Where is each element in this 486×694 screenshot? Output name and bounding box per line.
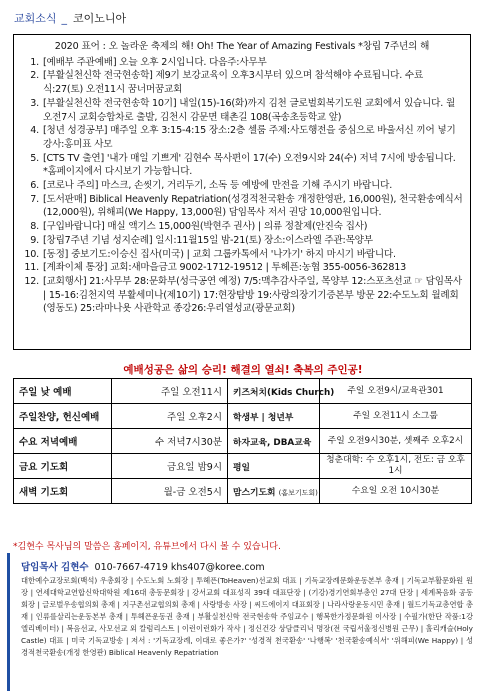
schedule-label: 주일 낮 예배 (14, 379, 112, 404)
item-text: [교회행사] 21:사무부 28:문화부(성극공연 예정) 7/5:맥추감사주일, 목양부 12:스포츠선교 ☞ 담임목사 | 15-16:김천지역 부활세미나(제10기) 17:현장탐방 19:사랑의장기기증본부 방문 22:수도노회 월례회(영동도) 25:라마나욧 사관학교 종강26:우리열성교(광문교회) (43, 275, 462, 315)
notice-item (21, 261, 463, 275)
item-number: 8. (30, 221, 39, 233)
header-separator: _ (61, 11, 68, 25)
item-text: [구입바랍니다] 매실 액기스 15,000원(박현주 권사) | 의류 정찰제(안진숙 집사) (43, 221, 368, 233)
schedule-time: 주일 오후2시 (112, 404, 228, 429)
schedule-time: 금요일 밤9시 (112, 454, 228, 479)
schedule-label: 키즈처치(Kids Church) (228, 379, 320, 404)
notice-item (21, 234, 463, 248)
schedule-time: 주일 오전11시 (112, 379, 228, 404)
item-number: 9. (30, 234, 39, 246)
item-number: 1. (30, 56, 39, 68)
schedule-label-main: 맘스기도회 (233, 487, 276, 498)
item-text: [예배부 주관예배] 오늘 오후 2시입니다. 다음주:사무부 (43, 56, 267, 68)
notice-item (21, 152, 463, 179)
pastor-phone-email: 010-7667-4719 khs407@koree.com (94, 562, 265, 573)
worship-slogan: 예배성공은 삶의 승리! 해결의 열쇠! 축복의 주인공! (123, 364, 363, 376)
item-number: 11. (24, 262, 39, 274)
schedule-label: 학생부 | 청년부 (228, 404, 320, 429)
item-number: 10. (24, 248, 39, 260)
table-row (14, 454, 472, 479)
section-header (14, 10, 126, 26)
schedule-label (228, 479, 320, 504)
pastor-biography: 대한예수교장로회(백석) 우총회장 | 수도노회 노회장 | 투헤픈(ToHeaven)선교회 대표 | 기독교장례문화운동본부 총재 | 기독교부활문화원 원장 | 연세대학교연합신학대학원 제16대 총동문회장 | 강서교회 대표성직 39대 대표단장 | (기강)경기연회부총인 27대 단장 | 세계복음화 공동회장 | 글로벌우송협의회 총재 | 지구촌선교협의회 총재 | 사랑방송 사장 | 씨드에이지 대표회장 | 나라사랑운동시민 총재 | 월드기독교총연합 총재 | 인류를살리는운동본부 총재 | 투헤픈운동권 총재 | 부활실천신학 전국현송학 주임교수 | 행복한가정문화원 이사장 | 수필가(한단 작품:1강 엘리베이터) | 복음선교, 사모선교 외 칼럼리스트 | 이런이런화가 작사 | 정신건강 상담클리닉 명장(전 국립서울정신병원 근무) | 홀리캐슬(Holy Castle) 대표 | 미국 기독교방송 | 저서 : '기독교장례, 이대로 좋은가?' '성경적 천국환송' '나행복' '천국환송예식서' '위해피(We Happy) | 성경적천국환송(개정 한영판) Biblical Heavenly Repatriation (21, 576, 473, 657)
schedule-time: 수 저녁7시30분 (112, 429, 228, 454)
table-row (14, 404, 472, 429)
item-text: [동정] 중보기도:이승신 집사(미국) | 교회 그룹카톡에서 '나가기' 하지 마시기 바랍니다. (43, 248, 396, 260)
schedule-time: 월-금 오전5시 (112, 479, 228, 504)
item-text: [청년 성경공부] 매주일 오후 3:15-4:15 장소:2층 셀룸 주제:사도행전을 중심으로 바울서신 끼어 넣기 강사:홍미표 사모 (43, 125, 456, 150)
table-row (14, 379, 472, 404)
schedule-time: 주일 오전9시30분, 셋째주 오후2시 (320, 429, 472, 454)
item-text: [부활실천신학 전국현송학] 제9기 보강교육이 오후3시부터 있으며 참석해야 수료됩니다. 수료식:27(토) 오전11시 꿈너머꿈교회 (43, 70, 424, 96)
schedule-label-sub: (홈보기도회) (278, 488, 318, 497)
notice-box (13, 34, 471, 350)
notice-item (21, 69, 463, 96)
sermon-replay-note: *김현수 목사님의 말씀은 홈페이지, 유튜브에서 다시 볼 수 있습니다. (13, 542, 281, 552)
schedule-label: 주일찬양, 헌신예배 (14, 404, 112, 429)
notice-item (21, 56, 463, 70)
service-schedule-table (13, 378, 472, 504)
schedule-label: 평일 (228, 454, 320, 479)
notice-item (21, 179, 463, 193)
schedule-label: 금요 기도회 (14, 454, 112, 479)
item-number: 3. (30, 97, 39, 109)
item-number: 2. (30, 70, 39, 82)
pastor-name: 담임목사 김현수 (21, 562, 89, 573)
notice-item (21, 97, 463, 124)
section-label: 교회소식 (14, 12, 57, 25)
notice-item (21, 193, 463, 220)
schedule-label: 새벽 기도회 (14, 479, 112, 504)
notice-item (21, 220, 463, 234)
item-text: [도서판매] Biblical Heavenly Repatriation(성경적천국환송 개정한영판, 16,000원), 천국환송예식서(12,000원), 위해피(We Happy, 13,000원) 담임목사 저서 권당 10,000원입니다. (43, 193, 463, 219)
accent-bar (7, 553, 10, 691)
schedule-label: 수요 저녁예배 (14, 429, 112, 454)
item-number: 7. (30, 193, 39, 205)
year-motto: 2020 표어 : 오 놀라운 축제의 해! Oh! The Year of Amazing Festivals *창립 7주년의 해 (54, 41, 430, 52)
item-text: [코로나 주의] 마스크, 손씻기, 거리두기, 소독 등 예방에 만전을 기해 주시기 바랍니다. (43, 180, 393, 192)
table-row (14, 479, 472, 504)
table-row (14, 429, 472, 454)
schedule-time: 청춘대학: 수 오후1시, 전도: 금 오후1시 (320, 454, 472, 479)
item-text: [부활실천신학 전국현송학 10기] 내일(15)-16(화)까지 김천 글로벌회복기도원 교회에서 있습니다. 월 오전7시 교회승합차로 출발, 김천시 감문면 태촌길 108(곡송초등학교 앞) (43, 97, 456, 123)
item-text: [CTS TV 출연] '내가 매일 기쁘게' 김현수 목사편이 17(수) 오전9시와 24(수) 저녁 7시에 방송됩니다. *홈페이지에서 다시보기 가능합니다. (43, 152, 456, 178)
notice-list (21, 56, 463, 316)
notice-item (21, 124, 463, 151)
schedule-label: 하자교육, DBA교육 (228, 429, 320, 454)
item-number: 4. (30, 125, 39, 137)
item-text: [계좌이체 통장] 교회:새마을금고 9002-1712-19512 | 투헤픈:농협 355-0056-362813 (43, 262, 407, 274)
item-number: 12. (24, 275, 39, 287)
item-number: 6. (30, 180, 39, 192)
schedule-time: 주일 오전9시/교육관301 (320, 379, 472, 404)
notice-item (21, 275, 463, 316)
item-text: [창립7주년 기념 성지순례] 일시:11월15일 밤-21(토) 장소:이스라엘 주관:목양부 (43, 234, 373, 246)
schedule-time: 주일 오전11시 소그룹 (320, 404, 472, 429)
schedule-time: 수요일 오전 10시30분 (320, 479, 472, 504)
pastor-contact (21, 559, 265, 573)
item-number: 5. (30, 152, 39, 164)
page-title: 코이노니아 (73, 12, 127, 25)
notice-item (21, 248, 463, 262)
